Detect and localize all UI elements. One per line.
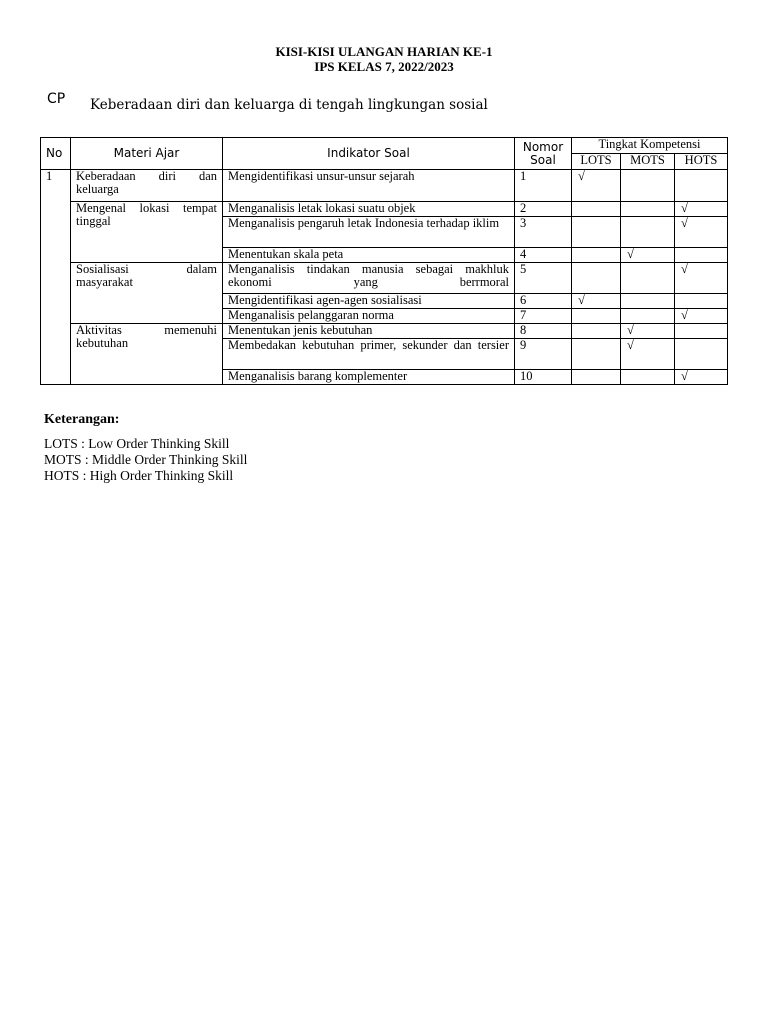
lots-check	[572, 324, 621, 339]
hots-check: √	[675, 309, 728, 324]
lots-check	[572, 339, 621, 370]
header-mots: MOTS	[621, 154, 675, 170]
hots-check: √	[675, 263, 728, 294]
indikator-cell: Menganalisis pelanggaran norma	[223, 309, 515, 324]
lots-check: √	[572, 170, 621, 202]
header-tingkat: Tingkat Kompetensi	[572, 138, 728, 154]
nomor-cell: 5	[515, 263, 572, 294]
keterangan-heading: Keterangan:	[44, 412, 120, 427]
lots-check	[572, 370, 621, 385]
lots-check	[572, 217, 621, 248]
nomor-cell: 3	[515, 217, 572, 248]
header-no: No	[41, 138, 71, 170]
mots-check	[621, 294, 675, 309]
materi-item: Mengenal lokasi tempat tinggal	[71, 202, 223, 263]
header-nomor-line1: Nomor	[522, 139, 564, 154]
header-hots: HOTS	[675, 154, 728, 170]
mots-check	[621, 263, 675, 294]
mots-check	[621, 370, 675, 385]
indikator-cell: Menganalisis pengaruh letak Indonesia terhadap iklim	[223, 217, 515, 248]
legend-lots: LOTS : Low Order Thinking Skill	[44, 436, 230, 451]
lots-check	[572, 309, 621, 324]
hots-check: √	[675, 370, 728, 385]
nomor-cell: 2	[515, 202, 572, 217]
nomor-cell: 1	[515, 170, 572, 202]
kisi-kisi-table	[40, 137, 728, 385]
hots-check	[675, 324, 728, 339]
mots-check	[621, 309, 675, 324]
mots-check: √	[621, 324, 675, 339]
nomor-cell: 8	[515, 324, 572, 339]
nomor-cell: 7	[515, 309, 572, 324]
header-indikator: Indikator Soal	[223, 138, 515, 170]
materi-item: Sosialisasi dalam masyarakat	[71, 263, 223, 324]
indikator-cell: Menganalisis letak lokasi suatu objek	[223, 202, 515, 217]
indikator-cell: Mengidentifikasi unsur-unsur sejarah	[223, 170, 515, 202]
header-lots: LOTS	[572, 154, 621, 170]
mots-check	[621, 202, 675, 217]
legend-hots: HOTS : High Order Thinking Skill	[44, 468, 234, 483]
hots-check	[675, 294, 728, 309]
hots-check: √	[675, 202, 728, 217]
row-no: 1	[41, 170, 71, 385]
nomor-cell: 9	[515, 339, 572, 370]
hots-check	[675, 339, 728, 370]
lots-check	[572, 248, 621, 263]
lots-check: √	[572, 294, 621, 309]
hots-check	[675, 170, 728, 202]
indikator-cell: Menganalisis barang komplementer	[223, 370, 515, 385]
nomor-cell: 10	[515, 370, 572, 385]
indikator-cell: Menentukan skala peta	[223, 248, 515, 263]
header-materi: Materi Ajar	[71, 138, 223, 170]
nomor-cell: 6	[515, 294, 572, 309]
hots-check: √	[675, 217, 728, 248]
indikator-cell: Mengidentifikasi agen-agen sosialisasi	[223, 294, 515, 309]
document-title-line1: KISI-KISI ULANGAN HARIAN KE-1	[275, 44, 493, 59]
mots-check: √	[621, 339, 675, 370]
mots-check	[621, 170, 675, 202]
mots-check	[621, 217, 675, 248]
lots-check	[572, 263, 621, 294]
document-title-line2: IPS KELAS 7, 2022/2023	[314, 59, 454, 74]
header-nomor-soal	[515, 138, 572, 170]
lots-check	[572, 202, 621, 217]
nomor-cell: 4	[515, 248, 572, 263]
hots-check	[675, 248, 728, 263]
header-nomor-line2: Soal	[530, 152, 556, 167]
indikator-cell: Menganalisis tindakan manusia sebagai makhluk ekonomi yang berrmoral	[223, 263, 515, 294]
cp-text: Keberadaan diri dan keluarga di tengah lingkungan sosial	[90, 97, 488, 113]
cp-label: CP	[47, 91, 66, 107]
materi-item: Aktivitas memenuhi kebutuhan	[71, 324, 223, 385]
materi-item: Keberadaan diri dan keluarga	[71, 170, 223, 202]
legend-mots: MOTS : Middle Order Thinking Skill	[44, 452, 248, 467]
indikator-cell: Membedakan kebutuhan primer, sekunder dan tersier	[223, 339, 515, 370]
mots-check: √	[621, 248, 675, 263]
indikator-cell: Menentukan jenis kebutuhan	[223, 324, 515, 339]
